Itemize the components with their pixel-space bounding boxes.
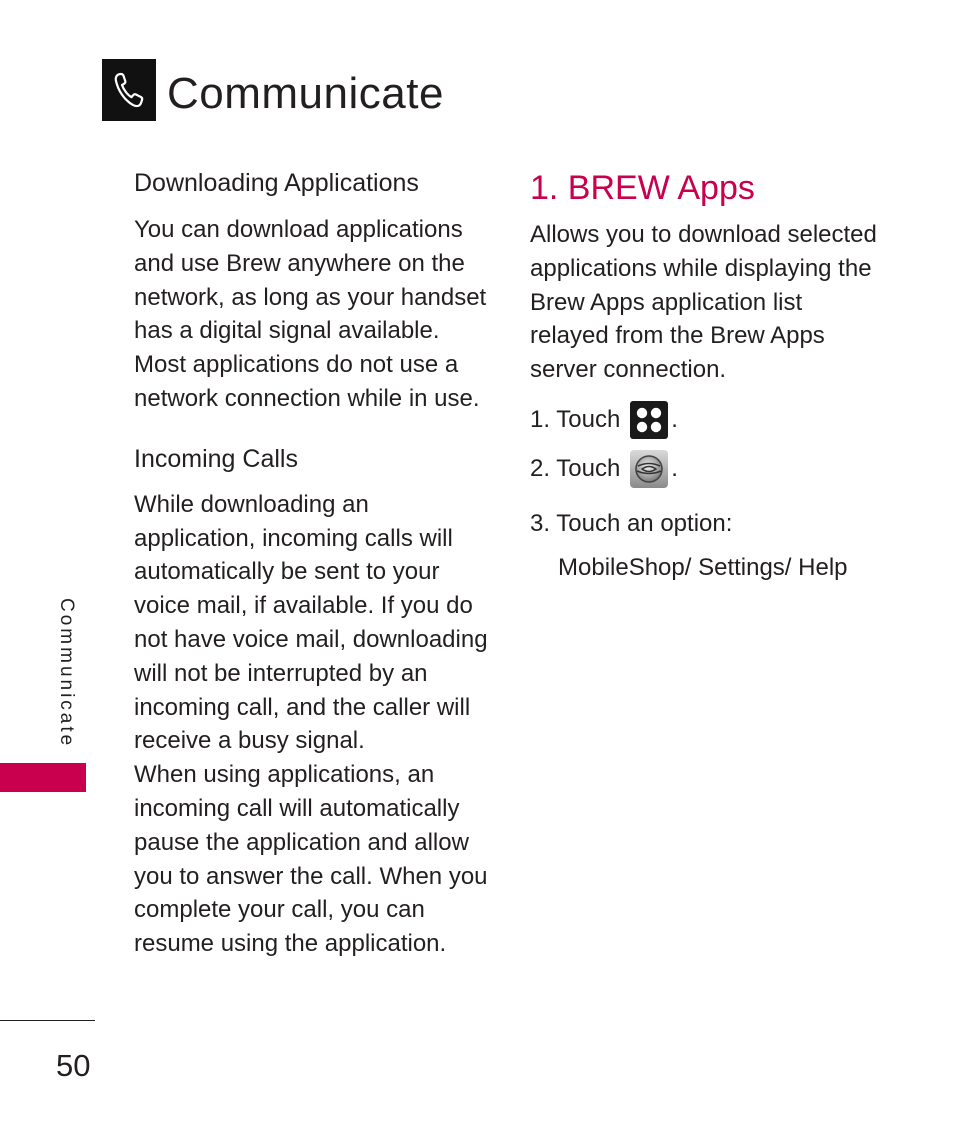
text-line: applications while displaying the: [530, 254, 872, 282]
step-text: 3. Touch an option:: [530, 509, 733, 537]
text-line: complete your call, you can: [134, 896, 425, 924]
text-line: Brew Apps application list: [530, 288, 803, 316]
text-line: network, as long as your handset: [134, 283, 487, 311]
text-line: Most applications do not use a: [134, 351, 459, 379]
side-tab-marker: [0, 763, 86, 792]
text-line: While downloading an: [134, 490, 369, 518]
left-column: [134, 166, 494, 961]
step-2: [530, 450, 890, 488]
downloading-paragraph: [134, 213, 494, 416]
text-line: pause the application and allow: [134, 828, 469, 856]
text-line: You can download applications: [134, 216, 463, 243]
brew-apps-description: [530, 218, 890, 387]
page-title: Communicate: [167, 69, 444, 118]
text-line: receive a busy signal.: [134, 727, 365, 755]
text-line: voice mail, if available. If you do: [134, 592, 473, 620]
step-1: [530, 401, 890, 439]
text-line: network connection while in use.: [134, 384, 480, 412]
text-line: application, incoming calls will: [134, 524, 453, 552]
step-text: 2. Touch: [530, 454, 621, 482]
section-heading-downloading: Downloading Applications: [134, 169, 419, 197]
step-text: 1. Touch: [530, 405, 621, 433]
option-list: MobileShop/ Settings/ Help: [558, 553, 848, 581]
text-line: you to answer the call. When you: [134, 862, 488, 890]
side-tab-label: Communicate: [56, 598, 77, 749]
footer-divider: [0, 1020, 95, 1021]
incoming-calls-paragraph: [134, 488, 494, 961]
text-line: incoming call, and the caller will: [134, 693, 471, 721]
text-line: server connection.: [530, 356, 727, 384]
section-heading-incoming-calls: Incoming Calls: [134, 444, 298, 473]
step-3: [530, 505, 890, 543]
step-suffix: .: [671, 405, 678, 433]
right-column: [530, 166, 890, 585]
text-line: not have voice mail, downloading: [134, 625, 488, 653]
text-line: relayed from the Brew Apps: [530, 322, 825, 350]
text-line: will not be interrupted by an: [134, 659, 428, 687]
step-suffix: .: [671, 454, 678, 482]
text-line: When using applications, an: [134, 761, 435, 789]
text-line: automatically be sent to your: [134, 558, 440, 586]
text-line: and use Brew anywhere on the: [134, 249, 465, 277]
brew-apps-icon: [630, 450, 668, 488]
page-number: 50: [56, 1048, 91, 1083]
apps-menu-icon: [630, 401, 668, 439]
phone-handset-icon: [102, 59, 156, 121]
text-line: has a digital signal available.: [134, 317, 440, 345]
text-line: incoming call will automatically: [134, 794, 460, 822]
text-line: Allows you to download selected: [530, 221, 877, 248]
section-heading-brew-apps: 1. BREW Apps: [530, 169, 755, 207]
text-line: resume using the application.: [134, 930, 447, 958]
